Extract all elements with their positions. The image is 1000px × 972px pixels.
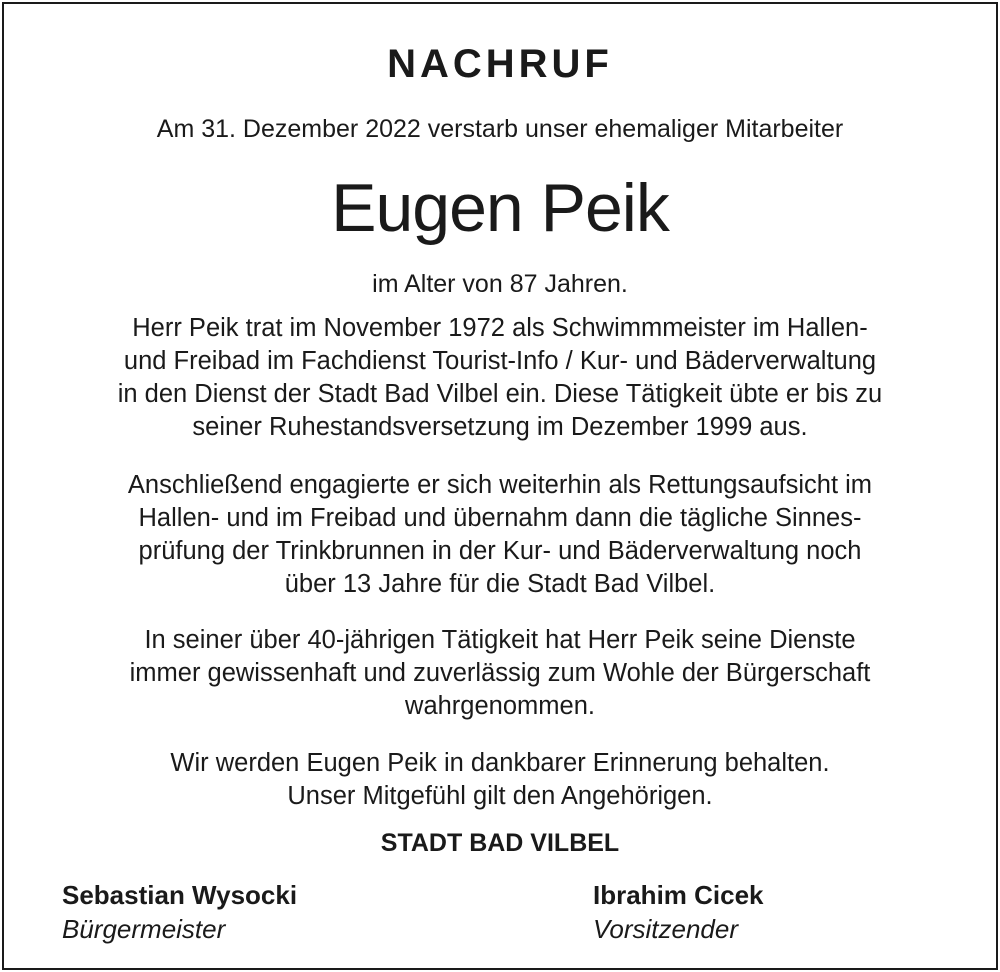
paragraph-line: Unser Mitgefühl gilt den Angehörigen. xyxy=(287,782,713,810)
paragraph-later-service xyxy=(0,469,1000,601)
paragraph-condolence xyxy=(0,747,1000,813)
paragraph-line: Hallen- und im Freibad und übernahm dann die tägliche Sinnes- xyxy=(138,504,862,532)
organization-name: STADT BAD VILBEL xyxy=(380,829,620,857)
paragraph-career xyxy=(0,312,1000,444)
signatory-name: Sebastian Wysocki xyxy=(62,880,298,910)
intro-line: Am 31. Dezember 2022 verstarb unser ehemaliger Mitarbeiter xyxy=(156,115,844,143)
paragraph-line: wahrgenommen. xyxy=(405,692,595,720)
signatory-chair xyxy=(593,878,764,946)
paragraph-line: Wir werden Eugen Peik in dankbarer Erinnerung behalten. xyxy=(170,749,830,777)
signatory-role: Bürgermeister xyxy=(62,914,226,944)
age-line: im Alter von 87 Jahren. xyxy=(372,270,628,298)
signatory-mayor xyxy=(62,878,297,946)
paragraph-line: und Freibad im Fachdienst Tourist-Info / Kur- und Bäderverwaltung xyxy=(123,347,877,375)
paragraph-line: seiner Ruhestandsversetzung im Dezember 1999 aus. xyxy=(192,413,808,441)
paragraph-line: Anschließend engagierte er sich weiterhin als Rettungsaufsicht im xyxy=(127,471,873,499)
paragraph-line: über 13 Jahre für die Stadt Bad Vilbel. xyxy=(284,570,716,598)
paragraph-tribute xyxy=(0,624,1000,723)
paragraph-line: In seiner über 40-jährigen Tätigkeit hat Herr Peik seine Dienste xyxy=(144,626,856,654)
signatory-name: Ibrahim Cicek xyxy=(593,880,764,910)
deceased-name: Eugen Peik xyxy=(331,170,669,246)
paragraph-line: immer gewissenhaft und zuverlässig zum Wohle der Bürgerschaft xyxy=(129,659,871,687)
paragraph-line: in den Dienst der Stadt Bad Vilbel ein. Diese Tätigkeit übte er bis zu xyxy=(117,380,883,408)
notice-title: NACHRUF xyxy=(387,42,613,86)
paragraph-line: prüfung der Trinkbrunnen in der Kur- und Bäderverwaltung noch xyxy=(138,537,862,565)
signatory-role: Vorsitzender xyxy=(593,914,738,944)
paragraph-line: Herr Peik trat im November 1972 als Schwimmmeister im Hallen- xyxy=(132,314,868,342)
